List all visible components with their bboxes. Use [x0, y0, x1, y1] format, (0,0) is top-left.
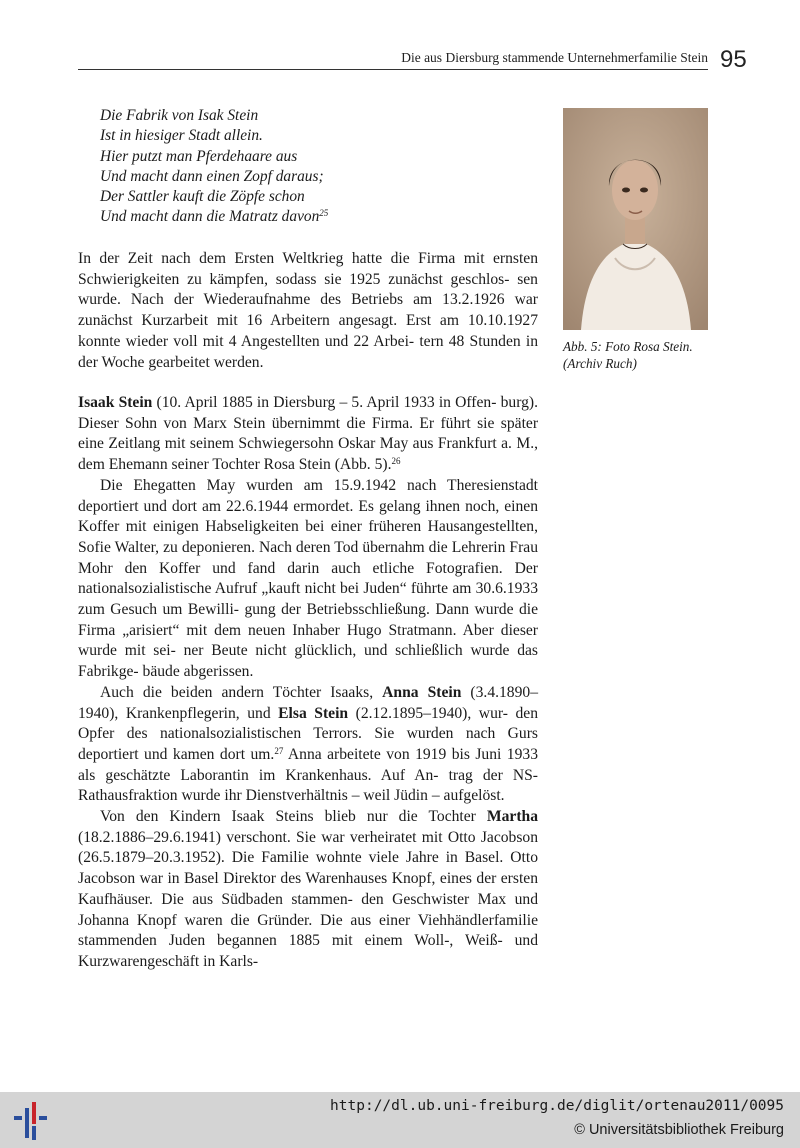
- text-line: gung der Betriebsschließung. Dann wurde die Firma „arisiert“ mit: [78, 601, 539, 639]
- text-line: Hausangestellten, Sofie Walter, zu deponieren. Nach deren Tod: [78, 518, 538, 556]
- poem-line: Ist in hiesiger Stadt allein.: [100, 127, 263, 145]
- text-line: bäude abgerissen.: [142, 663, 254, 681]
- poem-line-text: Und macht dann die Matratz davon: [100, 208, 320, 226]
- text-line: Jüdin – aufgelöst.: [394, 787, 505, 805]
- running-head: Die aus Diersburg stammende Unternehmerfamilie Stein: [401, 50, 708, 65]
- text-line: dem neuen Inhaber Hugo Stratmann. Aber dieser wurde mit sei-: [78, 621, 539, 660]
- header-rule: [78, 69, 708, 70]
- page-number: 95: [720, 46, 747, 73]
- text-line: den Geschwister Max und Johanna Knopf waren die Gründer.: [78, 890, 538, 929]
- text-line: Knopf, eines der ersten Kaufhäuser. Die aus Südbaden stammen-: [78, 870, 538, 908]
- copyright-notice: © Universitätsbibliothek Freiburg: [574, 1122, 784, 1138]
- person-name: Elsa Stein: [278, 704, 349, 722]
- figure-caption: [563, 338, 743, 372]
- text-line: Die aus einer Viehhändlerfamilie stammenden Juden begannen: [78, 911, 538, 950]
- paragraph-may: [78, 476, 538, 683]
- poem-line: Der Sattler kauft die Zöpfe schon: [100, 188, 305, 206]
- paragraph-postwar: [78, 249, 538, 373]
- text-line: ner Beute nicht glücklich, und schließlich wurde das Fabrikge-: [78, 642, 538, 681]
- text-line: Auch die beiden andern Töchter Isaaks,: [100, 683, 383, 701]
- text-line: Anna arbeitete von 1919: [283, 745, 447, 763]
- text-line: Von den Kindern Isaak Steins blieb nur die Tochter: [100, 808, 487, 826]
- caption-line: (Archiv Ruch): [563, 356, 637, 371]
- text-line: (Abb. 5).: [334, 456, 392, 474]
- source-url-link[interactable]: http://dl.ub.uni-freiburg.de/diglit/ortenau2011/0095: [330, 1098, 784, 1114]
- poem-line: Und macht dann einen Zopf daraus;: [100, 167, 324, 185]
- paragraph-martha: [78, 807, 538, 973]
- text-line: nicht bei Juden“ führte am 30.6.1933 zum Gesuch um Bewilli-: [78, 580, 538, 619]
- footnote-ref: 25: [319, 208, 329, 219]
- poem-line: Hier putzt man Pferdehaare aus: [100, 147, 298, 165]
- paragraph-daughters: [78, 683, 538, 807]
- text-line: Die Ehegatten May wurden am 15.9.1942 nach Theresienstadt: [100, 476, 538, 494]
- paragraph-isaak: [78, 393, 538, 476]
- poem-line: Die Fabrik von Isak Stein: [100, 107, 259, 124]
- footnote-ref: 27: [274, 745, 284, 756]
- text-line: deportiert und dort am 22.6.1944 ermordet. Es gelang ihnen: [78, 497, 461, 515]
- footer-bar: [0, 1092, 800, 1148]
- person-name: Martha: [486, 808, 538, 826]
- text-line: übernahm die Lehrerin Frau Mohr den Koffer und fand darin: [78, 538, 538, 577]
- text-line: sen wurde. Nach der Wiederaufnahme des Betriebs am 13.2.1926: [78, 270, 538, 309]
- library-logo-icon: [12, 1102, 52, 1142]
- portrait-photo: [563, 108, 708, 330]
- person-name: Anna Stein: [382, 683, 462, 701]
- text-line: 1885 mit einem Woll-, Weiß- und Kurzwarengeschäft in Karls-: [78, 932, 538, 970]
- text-line: führt sie später eine Zeitlang mit seinem Schwiegersohn Oskar: [78, 414, 539, 453]
- text-line: 10.10.1927 konnte wieder voll mit 4 Angestellten und 22 Arbei-: [78, 312, 538, 350]
- text-line: tern 48 Stunden in der Woche gearbeitet werden.: [78, 332, 538, 371]
- footnote-ref: 26: [391, 456, 401, 467]
- text-line: Schwierigkeiten zu kämpfen, sodass sie 1925 zunächst geschlos-: [78, 270, 510, 288]
- text-line: noch, einen Koffer mit einigen Habseligkeiten bei einer früheren: [78, 497, 538, 536]
- text-line: war zunächst Kurzarbeit mit 16 Arbeitern angesagt. Erst am: [78, 291, 538, 330]
- text-line: (18.2.1886–29.6.1941) verschont. Sie war verheiratet mit Otto: [78, 828, 476, 846]
- text-line: in Basel. Otto Jacobson war in Basel Direktor des Warenhauses: [78, 849, 538, 888]
- text-line: Jacobson (26.5.1879–20.3.1952). Die Familie wohnte viele Jahre: [78, 828, 539, 867]
- poem-line: [100, 207, 500, 227]
- text-line: In der Zeit nach dem Ersten Weltkrieg hatte die Firma mit ernsten: [78, 250, 538, 267]
- text-line: (2.12.1895–1940), wur-: [348, 704, 508, 722]
- text-line: (3.4.1890–: [461, 683, 538, 701]
- text-line: auch etliche Fotografien. Der nationalsozialistische Aufruf „kauft: [78, 559, 539, 598]
- text-line: 1940), Krankenpflegerin, und: [78, 704, 279, 722]
- text-line: bis Juni 1933 als geschätzte Laborantin im Krankenhaus. Auf An-: [78, 745, 538, 784]
- section-isaak-stein: [78, 393, 538, 973]
- caption-line: Abb. 5: Foto Rosa Stein.: [563, 339, 693, 354]
- text-line: (10. April 1885 in Diersburg – 5. April 1933 in Offen-: [152, 394, 497, 411]
- text-line: burg). Dieser Sohn von Marx Stein übernimmt die Firma. Er: [78, 394, 538, 432]
- text-line: May aus Frankfurt a. M., dem Ehemann seiner Tochter Rosa Stein: [78, 435, 538, 474]
- poem: [100, 106, 500, 228]
- text-line: trag der NS-Rathausfraktion wurde ihr Dienstverhältnis – weil: [78, 766, 538, 805]
- text-line: Gurs deportiert und kamen dort um.: [78, 725, 538, 763]
- person-name: Isaak Stein: [78, 394, 153, 411]
- text-line: den Opfer des nationalsozialistischen Terrors. Sie wurden nach: [78, 704, 539, 743]
